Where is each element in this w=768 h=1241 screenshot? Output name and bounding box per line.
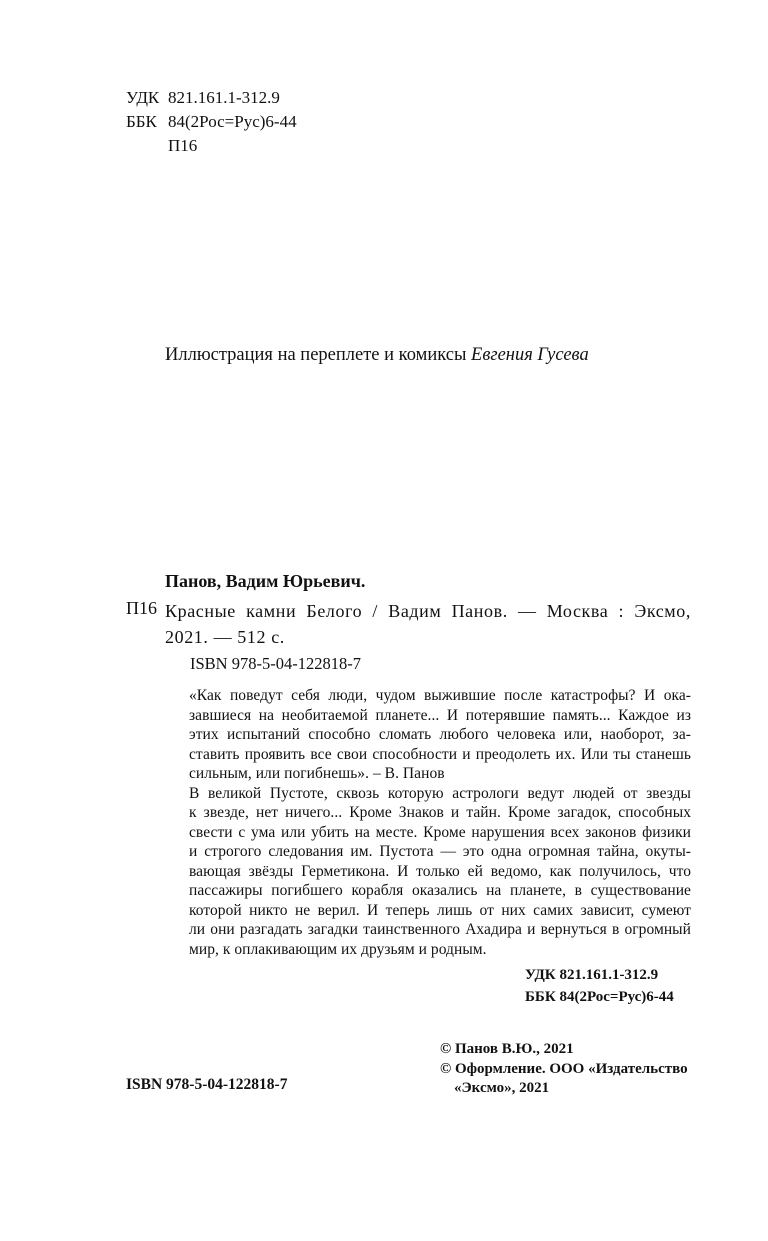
annotation-paragraph-2 bbox=[165, 784, 691, 960]
footer-bbk: ББК 84(2Рос=Рус)6-44 bbox=[525, 989, 674, 1005]
isbn-footer: ISBN 978-5-04-122818-7 bbox=[126, 1076, 288, 1093]
udk-label: УДК bbox=[126, 88, 160, 107]
annotation-line: ли они разгадать загадки таинственного Ахадира и вернуться в огромный bbox=[189, 921, 691, 938]
annotation-line: этих испытаний способно сломать любого человека или, наоборот, за- bbox=[189, 726, 691, 743]
annotation-line: и строгого следования им. Пустота — это одна огромная тайна, окуты- bbox=[189, 843, 691, 860]
bbk-row bbox=[126, 110, 297, 134]
illustration-artist: Евгения Гусева bbox=[471, 345, 589, 365]
annotation-line: пассажиры погибшего корабля оказались на планете, в существование bbox=[189, 882, 691, 899]
copyright-design: © Оформление. ООО «Издательство bbox=[440, 1060, 688, 1077]
classification-block bbox=[126, 86, 297, 158]
annotation bbox=[165, 686, 691, 959]
annotation-line: «Как поведут себя люди, чудом выжившие после катастрофы? И ока- bbox=[189, 687, 691, 704]
annotation-line: к звезде, нет ничего... Кроме Знаков и тайн. Кроме загадок, способных bbox=[189, 804, 691, 821]
footer-udk: УДК 821.161.1-312.9 bbox=[525, 967, 659, 983]
bbk-label: ББК bbox=[126, 112, 157, 131]
annotation-line: завшиеся на необитаемой планете... И потерявшие память... Каждое из bbox=[189, 706, 691, 724]
copyright-block bbox=[440, 1040, 688, 1099]
footer-classification bbox=[525, 964, 674, 1008]
annotation-line: В великой Пустоте, сквозь которую астрологи ведут людей от звезды bbox=[189, 784, 691, 802]
annotation-line: вающая звёзды Герметикона. И только ей ведомо, как получилось, что bbox=[189, 862, 691, 880]
annotation-paragraph-1 bbox=[165, 686, 691, 784]
udk-row bbox=[126, 86, 297, 110]
author-heading: Панов, Вадим Юрьевич. bbox=[165, 571, 366, 591]
bibliographic-code: П16 bbox=[126, 598, 157, 618]
annotation-line: которой никто не верил. И теперь лишь от них самих зависит, сумеют bbox=[189, 901, 691, 919]
illustration-credit bbox=[165, 345, 589, 366]
illustration-credit-prefix: Иллюстрация на переплете и комиксы bbox=[165, 345, 467, 365]
annotation-line: мир, к оплакивающим их друзьям и родным. bbox=[189, 940, 487, 958]
author-sign: П16 bbox=[168, 136, 198, 155]
bbk-value: 84(2Рос=Рус)6-44 bbox=[168, 112, 297, 131]
bibliographic-description: Красные камни Белого / Вадим Панов. — Москва : Эксмо, 2021. — 512 с. bbox=[165, 601, 691, 647]
annotation-line: свести с ума или убить на месте. Кроме нарушения всех законов физики bbox=[189, 823, 691, 841]
isbn-record: ISBN 978-5-04-122818-7 bbox=[190, 654, 361, 673]
annotation-line: ставить проявить все свои способности и преодолеть их. Или ты станешь bbox=[189, 745, 691, 763]
annotation-line: сильным, или погибнешь». – В. Панов bbox=[189, 765, 445, 782]
copyright-publisher: «Эксмо», 2021 bbox=[454, 1080, 550, 1096]
udk-value: 821.161.1-312.9 bbox=[168, 88, 280, 107]
copyright-author: © Панов В.Ю., 2021 bbox=[440, 1041, 574, 1057]
